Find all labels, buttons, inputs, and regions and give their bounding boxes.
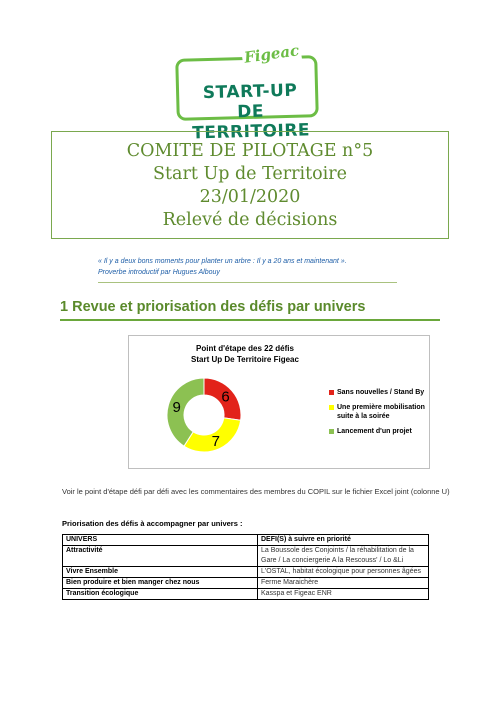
table-header-defis: DEFI(S) à suivre en priorité (258, 535, 429, 546)
table-cell-univers: Bien produire et bien manger chez nous (63, 578, 258, 589)
priorisation-heading: Priorisation des défis à accompagner par univers : (62, 519, 243, 528)
section-heading: 1 Revue et priorisation des défis par univers (60, 299, 366, 315)
legend-label: Une première mobilisation suite à la soirée (337, 404, 425, 420)
table-cell-univers: Vivre Ensemble (63, 567, 258, 578)
title-line-1: COMITE DE PILOTAGE n°5 (126, 141, 374, 161)
chart-legend (329, 388, 429, 442)
section-divider (60, 319, 440, 321)
logo-script: Figeac (243, 41, 301, 67)
quote (98, 256, 347, 278)
title-line-2: Start Up de Territoire (153, 164, 347, 184)
excel-note: Voir le point d'étape défi par défi avec les commentaires des membres du COPIL sur le fichier Excel joint (colonne U) (62, 487, 450, 496)
quote-text: « Il y a deux bons moments pour planter un arbre : Il y a 20 ans et maintenant ». (98, 258, 347, 265)
chart-subtitle: Start Up De Territoire Figeac (191, 355, 299, 364)
donut-data-label: 7 (211, 432, 221, 450)
chart (128, 335, 430, 469)
logo-line-1: START-UP (202, 80, 298, 104)
table-header-row (63, 535, 429, 546)
table-row (63, 546, 429, 567)
title-box (51, 131, 449, 239)
legend-item (329, 427, 429, 436)
legend-swatch (329, 390, 334, 395)
table-row (63, 578, 429, 589)
table-cell-defis: Kasspa et Figeac ENR (258, 589, 429, 600)
table-row (63, 567, 429, 578)
donut-data-label: 9 (172, 398, 181, 416)
table-cell-defis: L'OSTAL, habitat écologique pour personnes âgées (258, 567, 429, 578)
logo (176, 41, 322, 144)
donut-chart (165, 376, 243, 454)
univers-table (62, 534, 429, 600)
table-cell-defis: La Boussole des Conjoints / la réhabilitation de la Gare / La conciergerie A la Rescouss' / Lo &Li (258, 546, 429, 567)
legend-item (329, 403, 429, 421)
donut-data-label: 6 (221, 388, 230, 406)
table-row (63, 589, 429, 600)
table-header-univers: UNIVERS (63, 535, 258, 546)
quote-author: Proverbe introductif par Hugues Albouy (98, 269, 220, 276)
title-line-3: 23/01/2020 (199, 187, 301, 207)
title-line-4: Relevé de décisions (162, 210, 338, 230)
logo-line-2: DE TERRITOIRE (192, 101, 311, 144)
legend-swatch (329, 405, 334, 410)
legend-label: Lancement d'un projet (337, 428, 412, 435)
quote-divider (98, 282, 397, 283)
chart-title-block (129, 343, 361, 365)
table-cell-univers: Transition écologique (63, 589, 258, 600)
legend-item (329, 388, 429, 397)
legend-swatch (329, 429, 334, 434)
table-cell-defis: Ferme Maraichère (258, 578, 429, 589)
legend-label: Sans nouvelles / Stand By (337, 389, 425, 396)
chart-title: Point d'étape des 22 défis (196, 344, 294, 353)
table-cell-univers: Attractivité (63, 546, 258, 567)
